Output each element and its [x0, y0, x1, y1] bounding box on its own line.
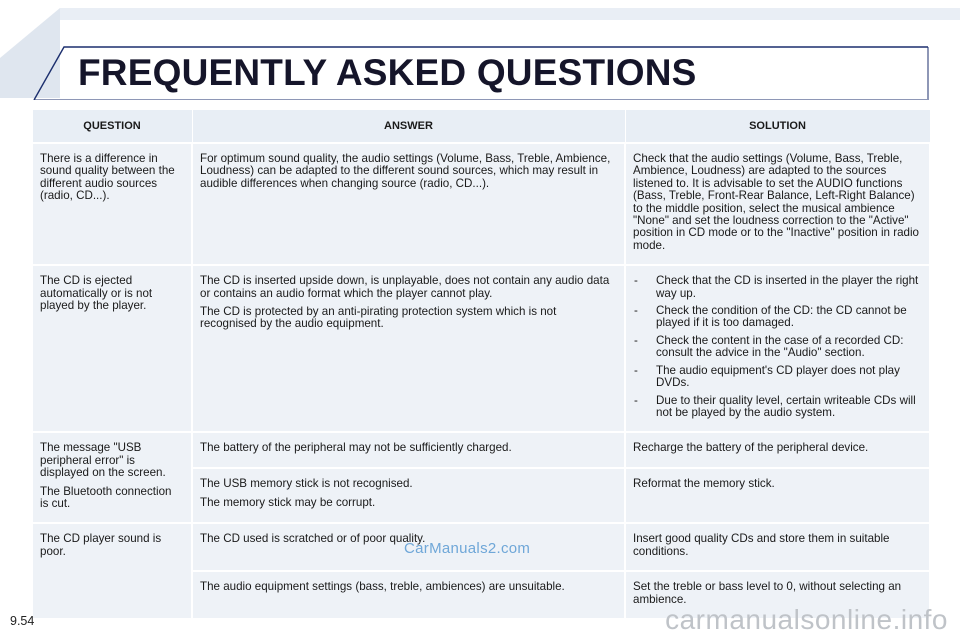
- answer-text: The memory stick may be corrupt.: [200, 495, 376, 509]
- answer-text: The CD is protected by an anti-pirating protection system which is not recognised by the audio equipment.: [200, 305, 557, 331]
- question-cell: [32, 265, 192, 432]
- answer-cell: [192, 468, 625, 523]
- page-title: FREQUENTLY ASKED QUESTIONS: [78, 52, 697, 93]
- question-cell: [32, 432, 192, 523]
- solution-list-item: - The audio equipment's CD player does not play DVDs.: [633, 365, 921, 390]
- solution-cell: [625, 468, 930, 523]
- table-header-row: [32, 110, 930, 143]
- question-text: The message "USB peripheral error" is displayed on the screen.: [40, 441, 166, 480]
- solution-text: Reformat the memory stick.: [633, 477, 775, 491]
- solution-list: [633, 275, 921, 419]
- answer-text: The CD used is scratched or of poor quality.: [200, 532, 426, 546]
- question-cell: [32, 143, 192, 265]
- solution-cell: [625, 265, 930, 432]
- page-number: 9.54: [10, 614, 35, 628]
- solution-text: Insert good quality CDs and store them in suitable conditions.: [633, 532, 890, 558]
- solution-text: Set the treble or bass level to 0, without selecting an ambience.: [633, 580, 902, 606]
- question-text: There is a difference in sound quality between the different audio sources (radio, CD...).: [40, 152, 175, 203]
- answer-text: The USB memory stick is not recognised.: [200, 477, 413, 491]
- solution-cell: [625, 143, 930, 265]
- watermark-corner: carmanualsonline.info: [665, 604, 948, 635]
- answer-text: The CD is inserted upside down, is unplayable, does not contain any audio data or contains an audio format which the player cannot play.: [200, 274, 610, 300]
- column-header-question: QUESTION: [32, 110, 192, 143]
- solution-list-item: - Check the condition of the CD: the CD cannot be played if it is too damaged.: [633, 305, 921, 330]
- watermark-link[interactable]: CarManuals2.com: [404, 540, 531, 557]
- table-row: [32, 265, 930, 432]
- table-row: [32, 432, 930, 468]
- answer-cell: [192, 265, 625, 432]
- question-cell: [32, 523, 192, 619]
- solution-text: Check that the audio settings (Volume, Bass, Treble, Ambience, Loudness) are adapted to the sources listened to. It is advisable to set the AUDIO functions (Bass, Treble, Front-Rear Balance, Left-Right Balance) to the middle position, select the musical ambience "None" and set the loudness correction to the "Active" position in CD mode or to the "Inactive" position in radio mode.: [633, 152, 919, 252]
- solution-cell: [625, 432, 930, 468]
- question-text: The Bluetooth connection is cut.: [40, 484, 172, 510]
- answer-text: For optimum sound quality, the audio settings (Volume, Bass, Treble, Ambience, Loudness) can be adapted to the different sound sources, which may result in audible differences when changing source (radio, CD...).: [200, 152, 611, 190]
- solution-list-item: - Check that the CD is inserted in the player the right way up.: [633, 275, 921, 300]
- answer-cell: [192, 571, 625, 619]
- answer-cell: [192, 143, 625, 265]
- solution-cell: [625, 523, 930, 571]
- answer-cell: [192, 432, 625, 468]
- header-band: [0, 0, 960, 100]
- question-text: The CD player sound is poor.: [40, 532, 162, 558]
- answer-text: The audio equipment settings (bass, treble, ambiences) are unsuitable.: [200, 580, 565, 594]
- solution-text: Recharge the battery of the peripheral device.: [633, 441, 869, 455]
- column-header-solution: SOLUTION: [625, 110, 930, 143]
- answer-text: The battery of the peripheral may not be sufficiently charged.: [200, 441, 512, 455]
- solution-list-item: - Due to their quality level, certain writeable CDs will not be played by the audio system.: [633, 395, 921, 420]
- solution-list-item: - Check the content in the case of a recorded CD: consult the advice in the "Audio" section.: [633, 335, 921, 360]
- table-row: [32, 143, 930, 265]
- question-text: The CD is ejected automatically or is not played by the player.: [40, 274, 153, 313]
- column-header-answer: ANSWER: [192, 110, 625, 143]
